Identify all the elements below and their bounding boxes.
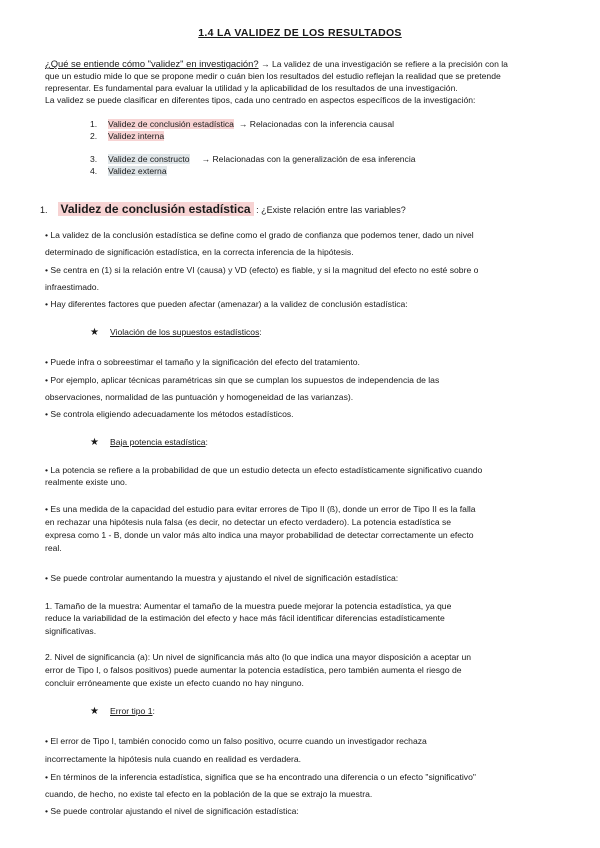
subheading-error-tipo-1: ★ Error tipo 1:: [90, 705, 510, 720]
type-label: Validez de conclusión estadística: [108, 119, 234, 129]
paragraph-line: • En términos de la inferencia estadística, significa que se ha encontrado una diferencia o un efecto "significativo": [45, 772, 476, 782]
star-icon: ★: [90, 327, 99, 338]
paragraph-line: • Puede infra o sobreestimar el tamaño y la significación del efecto del tratamiento.: [45, 357, 360, 367]
paragraph-line: • Por ejemplo, aplicar técnicas paramétricas sin que se cumplan los supuestos de independencia de las: [45, 375, 440, 385]
intro-answer: La validez de una investigación se refiere a la precisión con la: [271, 59, 508, 69]
paragraph-line: • Hay diferentes factores que pueden afectar (amenazar) a la validez de conclusión estadística:: [45, 299, 408, 309]
paragraph-line: • Se puede controlar ajustando el nivel de significación estadística:: [45, 806, 299, 816]
intro-line-3: representar. Es fundamental para evaluar la utilidad y la aplicabilidad de los resultados de una investigación.: [45, 83, 458, 93]
paragraph-line: • Se puede controlar aumentando la muestra y ajustando el nivel de significación estadística:: [45, 573, 399, 583]
list-item: 3. Validez de constructo → Relacionadas con la generalización de esa inferencia: [90, 154, 416, 164]
paragraph-line: 1. Tamaño de la muestra: Aumentar el tamaño de la muestra puede mejorar la potencia estadística, ya que: [45, 601, 452, 611]
paragraph-line: significativas.: [45, 626, 97, 636]
subheading-text: Error tipo 1: [110, 706, 153, 716]
type-label: Validez externa: [108, 166, 167, 176]
list-item: 4. Validez externa: [90, 166, 167, 176]
star-icon: ★: [90, 706, 99, 717]
intro-line-1: [45, 57, 563, 71]
star-icon: ★: [90, 437, 99, 448]
paragraph-line: expresa como 1 - B, donde un valor más alto indica una mayor probabilidad de detectar correctamente un efecto: [45, 530, 474, 540]
paragraph-line: real.: [45, 543, 62, 553]
paragraph-line: observaciones, normalidad de las puntuación y homogeneidad de las varianzas).: [45, 392, 354, 402]
types-intro: La validez se puede clasificar en diferentes tipos, cada uno centrado en aspectos específicos de la investigación:: [45, 95, 476, 105]
paragraph-line: • La potencia se refiere a la probabilidad de que un estudio detecta un efecto estadísticamente significativo cuando: [45, 465, 483, 475]
list-item: 2. Validez interna: [90, 131, 165, 141]
paragraph-line: realmente existe uno.: [45, 477, 128, 487]
arrow-icon: →: [260, 59, 270, 69]
paragraph-line: 2. Nivel de significancia (a): Un nivel de significancia más alto (lo que indica una mayor disposición a aceptar un: [45, 652, 472, 662]
paragraph-line: infraestimado.: [45, 282, 99, 292]
paragraph-line: • El error de Tipo I, también conocido como un falso positivo, ocurre cuando un investigador rechaza: [45, 736, 427, 746]
subheading-text: Violación de los supuestos estadísticos: [110, 327, 260, 337]
section-title: Validez de conclusión estadística: [58, 202, 254, 216]
paragraph-line: error de Tipo I, o falsos positivos) puede aumentar la potencia estadística, pero también aumenta el riesgo de: [45, 665, 462, 675]
intro-line-2: que un estudio mide lo que se propone medir o cuán bien los resultados del estudio reflejan la realidad que se pretende: [45, 71, 501, 81]
paragraph-line: incorrectamente la hipótesis nula cuando en realidad es verdadera.: [45, 754, 302, 764]
paragraph-line: concluir erróneamente que existe un efecto cuando no hay ninguno.: [45, 678, 304, 688]
paragraph-line: • Es una medida de la capacidad del estudio para evitar errores de Tipo II (ß), donde un error de Tipo II es la falla: [45, 504, 476, 514]
subheading-text: Baja potencia estadística: [110, 437, 206, 447]
paragraph-line: determinado de significación estadística, en la correcta inferencia de la hipótesis.: [45, 247, 354, 257]
page-title: 1.4 LA VALIDEZ DE LOS RESULTADOS: [198, 27, 402, 39]
section-number: 1.: [40, 205, 48, 215]
type-note: → Relacionadas con la inferencia causal: [238, 119, 395, 129]
section-heading: [40, 201, 560, 218]
type-note: → Relacionadas con la generalización de esa inferencia: [201, 154, 416, 164]
paragraph-line: cuando, de hecho, no existe tal efecto en la población de la que se extrajo la muestra.: [45, 789, 373, 799]
paragraph-line: • La validez de la conclusión estadística se define como el grado de confianza que podemos tener, dado un nivel: [45, 230, 474, 240]
subheading-baja-potencia: ★ Baja potencia estadística:: [90, 436, 510, 451]
paragraph-line: reduce la variabilidad de la estimación del efecto y hace más fácil identificar diferencias estadísticamente: [45, 613, 445, 623]
paragraph-line: • Se centra en (1) si la relación entre VI (causa) y VD (efecto) es fiable, y si la magnitud del efecto no esté sobre o: [45, 265, 479, 275]
paragraph-line: en rechazar una hipótesis nula falsa (es decir, no detectar un efecto verdadero). La potencia estadística se: [45, 517, 452, 527]
subheading-violacion: ★ Violación de los supuestos estadísticos:: [90, 326, 510, 341]
list-item: 1. Validez de conclusión estadística → Relacionadas con la inferencia causal: [90, 119, 395, 129]
paragraph-line: • Se controla eligiendo adecuadamente los métodos estadísticos.: [45, 409, 294, 419]
intro-question: ¿Qué se entiende cómo "validez" en investigación?: [45, 58, 259, 69]
type-label: Validez interna: [108, 131, 165, 141]
section-question: : ¿Existe relación entre las variables?: [256, 205, 406, 215]
type-label: Validez de constructo: [108, 154, 190, 164]
